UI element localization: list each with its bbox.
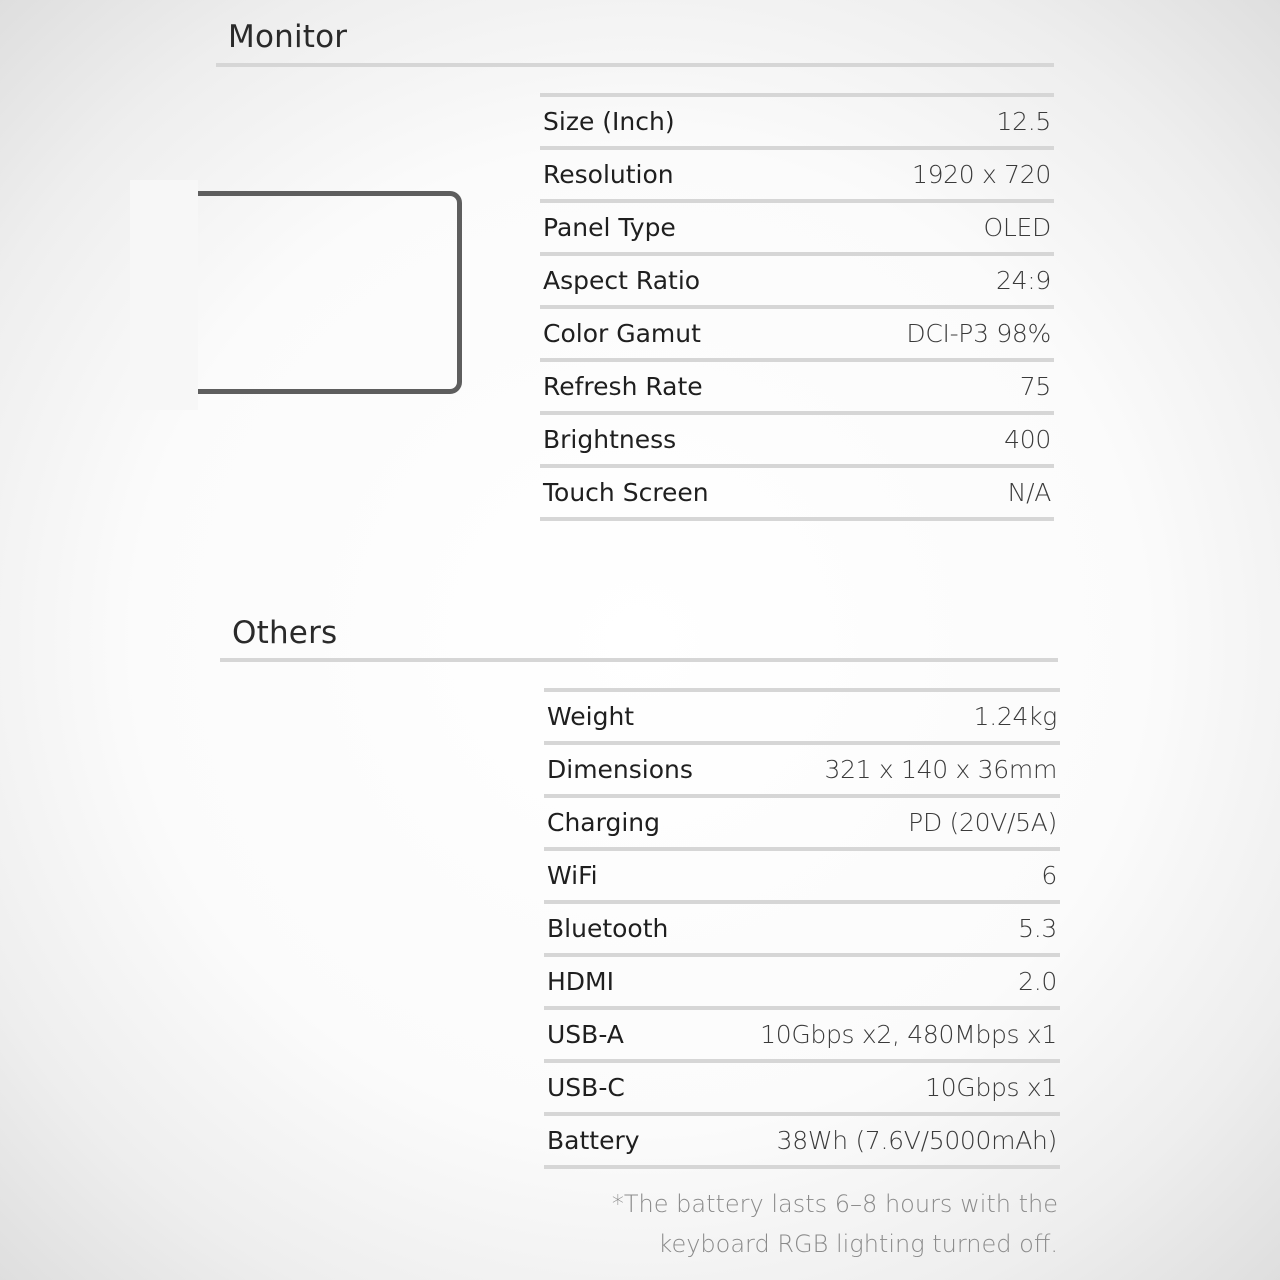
spec-row-charging	[544, 798, 1060, 851]
spec-row-battery	[544, 1116, 1060, 1169]
spec-label: Touch Screen	[543, 478, 709, 507]
spec-label: Refresh Rate	[543, 372, 703, 401]
spec-label: WiFi	[547, 861, 598, 890]
spec-value: 12.5	[996, 107, 1051, 136]
spec-value: 400	[1004, 425, 1051, 454]
monitor-spec-table	[540, 93, 1054, 521]
spec-row-usb-c	[544, 1063, 1060, 1116]
spec-row-size	[540, 97, 1054, 150]
spec-row-panel-type	[540, 203, 1054, 256]
spec-value: 10Gbps x2, 480Mbps x1	[760, 1020, 1057, 1049]
spec-label: Resolution	[543, 160, 674, 189]
spec-label: Charging	[547, 808, 660, 837]
spec-label: Aspect Ratio	[543, 266, 701, 295]
spec-value: 24:9	[996, 266, 1051, 295]
spec-label: Weight	[547, 702, 635, 731]
spec-value: 1920 x 720	[911, 160, 1051, 189]
spec-value: 6	[1041, 861, 1057, 890]
spec-row-weight	[544, 692, 1060, 745]
spec-label: Panel Type	[543, 213, 676, 242]
spec-value: DCI-P3 98%	[906, 319, 1051, 348]
spec-value: PD (20V/5A)	[908, 808, 1057, 837]
spec-label: HDMI	[547, 967, 614, 996]
spec-label: USB-A	[547, 1020, 624, 1049]
spec-label: Battery	[547, 1126, 640, 1155]
monitor-section-title: Monitor	[228, 19, 348, 55]
spec-row-aspect-ratio	[540, 256, 1054, 309]
spec-row-usb-a	[544, 1010, 1060, 1063]
spec-value: 5.3	[1018, 914, 1057, 943]
monitor-section-divider	[216, 63, 1054, 67]
others-section-title: Others	[232, 615, 338, 651]
others-section-divider	[220, 658, 1058, 662]
spec-label: Dimensions	[547, 755, 693, 784]
spec-row-touch-screen	[540, 468, 1054, 521]
spec-row-color-gamut	[540, 309, 1054, 362]
spec-value: 75	[1019, 372, 1051, 401]
spec-row-dimensions	[544, 745, 1060, 798]
spec-value: 1.24kg	[973, 702, 1057, 731]
spec-row-hdmi	[544, 957, 1060, 1010]
spec-value: 2.0	[1018, 967, 1057, 996]
footnote-line-2: keyboard RGB lighting turned off.	[658, 1230, 1058, 1258]
spec-value: N/A	[1007, 478, 1051, 507]
spec-label: Size (Inch)	[543, 107, 675, 136]
spec-row-resolution	[540, 150, 1054, 203]
spec-row-bluetooth	[544, 904, 1060, 957]
display-outline-crop	[130, 180, 198, 410]
spec-label: USB-C	[547, 1073, 625, 1102]
spec-value: OLED	[983, 213, 1051, 242]
spec-row-refresh-rate	[540, 362, 1054, 415]
spec-row-brightness	[540, 415, 1054, 468]
spec-label: Color Gamut	[543, 319, 701, 348]
footnote-line-1: *The battery lasts 6–8 hours with the	[611, 1190, 1058, 1218]
others-spec-table	[544, 688, 1060, 1169]
spec-label: Bluetooth	[547, 914, 669, 943]
spec-value: 10Gbps x1	[925, 1073, 1057, 1102]
battery-footnote	[538, 1184, 1058, 1264]
spec-value: 321 x 140 x 36mm	[824, 755, 1057, 784]
spec-row-wifi	[544, 851, 1060, 904]
spec-label: Brightness	[543, 425, 677, 454]
spec-value: 38Wh (7.6V/5000mAh)	[776, 1126, 1057, 1155]
